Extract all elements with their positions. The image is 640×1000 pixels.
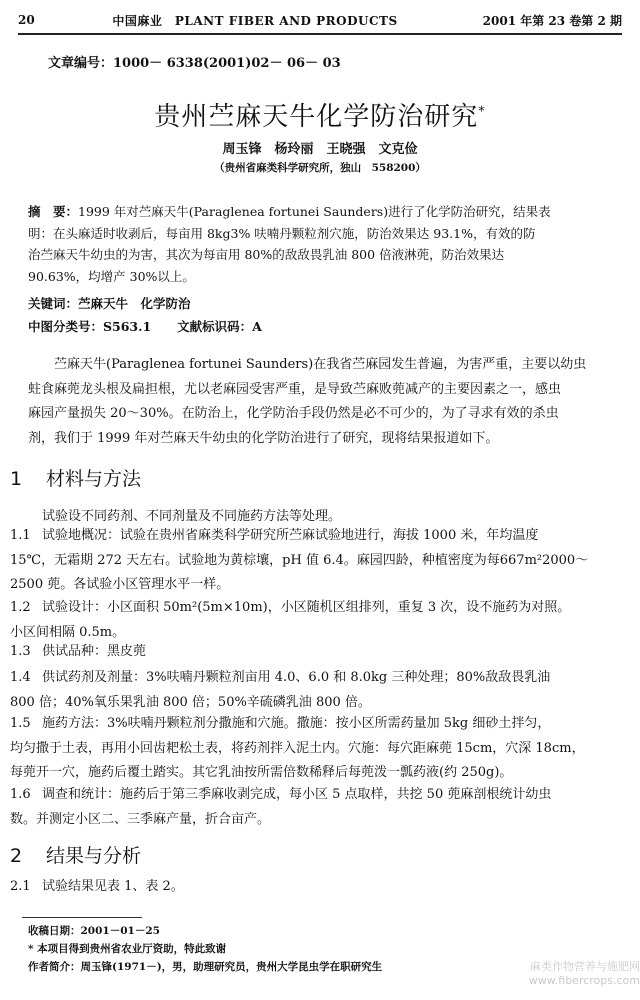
subsection-line: 试验地概况：试验在贵州省麻类科学研究所苎麻试验地进行，海拔 1000 米，年均温度	[42, 528, 539, 543]
subsection-line: 供试品种：黑皮蔸	[42, 644, 147, 659]
subsection-line: 15℃，无霜期 272 天左右。试验地为黄棕壤，pH 值 6.4。麻园四龄，种植密度为每667m²2000～	[10, 552, 589, 568]
intro-line: 苎麻天牛(Paraglenea fortunei Saunders)在我省苎麻园发生普遍，为害严重，主要以幼虫	[28, 357, 587, 372]
section-number: 1	[10, 468, 23, 490]
subsection-line: 2500 蔸。各试验小区管理水平一样。	[10, 577, 230, 592]
section-heading-1	[10, 464, 141, 491]
subsection-line: 施药方法：3%呋喃丹颗粒剂分撒施和穴施。撒施：按小区所需药量加 5kg 细砂土拌匀，	[42, 716, 551, 731]
subsection-line: 试验设计：小区面积 50m²(5m×10m)，小区随机区组排列，重复 3 次，设不施药为对照。	[42, 600, 571, 615]
section-lead: 试验设不同药剂、不同剂量及不同施药方法等处理。	[42, 509, 342, 524]
subsection-1-2	[10, 596, 616, 645]
subsection-line: 800 倍；40%氧乐果乳油 800 倍；50%辛硫磷乳油 800 倍。	[10, 694, 371, 710]
subsection-line: 每蔸开一穴，施药后覆土踏实。其它乳油按所需倍数稀释后每蔸泼一瓢药液(约 250g)。	[10, 765, 513, 780]
document-code: 文献标识码：A	[177, 319, 262, 334]
subsection-line: 供试药剂及剂量：3%呋喃丹颗粒剂亩用 4.0、6.0 和 8.0kg 三种处理；80%敌敌畏乳油	[42, 670, 551, 685]
subsection-1-6	[10, 783, 616, 832]
subsection-number: 1.2	[10, 600, 31, 615]
subsection-line: 数。并测定小区二、三季麻产量，折合亩产。	[10, 811, 271, 827]
subsection-1-5	[10, 712, 616, 786]
introduction	[28, 353, 612, 451]
affiliation: （贵州省麻类科学研究所，独山 558200）	[214, 162, 426, 174]
subsection-line: 小区间相隔 0.5m。	[10, 624, 126, 640]
watermark: 麻类作物营养与施肥网 www.fibercrops.com	[528, 960, 640, 987]
subsection-number: 1.3	[10, 644, 31, 659]
footnote-rule	[22, 917, 142, 918]
subsection-2-1	[10, 875, 616, 900]
keywords: 关键词：苎麻天牛 化学防治	[28, 296, 191, 311]
running-header	[18, 10, 622, 30]
intro-line: 蛀食麻蔸龙头根及扁担根，尤以老麻园受害严重，是导致苎麻败蔸减产的主要因素之一，感虫	[28, 381, 562, 397]
intro-line: 剂，我们于 1999 年对苎麻天牛幼虫的化学防治进行了研究，现将结果报道如下。	[28, 430, 499, 446]
paper-title-text: 贵州苎麻天牛化学防治研究	[154, 102, 479, 132]
abstract-line: 1999 年对苎麻天牛(Paraglenea fortunei Saunders)进行了化学防治研究，结果表	[78, 204, 551, 219]
subsection-line: 试验结果见表 1、表 2。	[42, 879, 184, 894]
section-title: 结果与分析	[46, 845, 142, 867]
author-bio: 作者简介：周玉锋(1971－)，男，助理研究员，贵州大学昆虫学在职研究生	[28, 961, 383, 973]
section-heading-2	[10, 841, 141, 868]
header-rule	[18, 33, 622, 35]
received-date: 收稿日期：2001－01－25	[28, 925, 160, 937]
abstract-line: 明：在头麻适时收剥后，每亩用 8kg3% 呋喃丹颗粒剂穴施，防治效果达 93.1%，有效的防	[28, 225, 536, 241]
page-number: 20	[18, 13, 35, 27]
paper-title	[0, 96, 640, 133]
subsection-number: 1.5	[10, 716, 31, 731]
section-number: 2	[10, 845, 23, 867]
subsection-line: 调查和统计：施药后于第三季麻收剥完成，每小区 5 点取样，共挖 50 蔸麻剖根统计幼虫	[42, 787, 552, 802]
subsection-1-4	[10, 666, 616, 715]
funding-note: * 本项目得到贵州省农业厅资助，特此致谢	[28, 943, 227, 955]
article-number: 文章编号：1000－ 6338(2001)02－ 06－ 03	[48, 56, 341, 71]
title-footnote-mark: *	[478, 104, 486, 120]
subsection-number: 1.4	[10, 670, 31, 685]
authors: 周玉锋 杨玲丽 王晓强 文克俭	[222, 142, 418, 157]
subsection-1-3	[10, 640, 616, 665]
classification	[28, 317, 288, 335]
intro-line: 麻园产量损失 20～30%。在防治上，化学防治手段仍然是必不可少的，为了寻求有效的杀虫	[28, 406, 559, 421]
clc-number: 中图分类号：S563.1	[28, 319, 152, 334]
abstract-line: 90.63%，均增产 30%以上。	[28, 268, 195, 284]
subsection-number: 1.1	[10, 528, 31, 543]
abstract-label: 摘 要：	[28, 204, 79, 219]
subsection-line: 均匀撒于土表，再用小回齿耙松土表，将药剂拌入泥土内。穴施：每穴距麻蔸 15cm，穴深 18cm，	[10, 740, 585, 756]
subsection-number: 1.6	[10, 787, 31, 802]
abstract-line: 治苎麻天牛幼虫的为害，其次为每亩用 80%的敌敌畏乳油 800 倍液淋蔸，防治效果达	[28, 247, 505, 262]
subsection-1-1	[10, 524, 616, 598]
abstract	[28, 201, 612, 287]
issue-info: 2001 年第 23 卷第 2 期	[482, 13, 622, 28]
journal-name: 中国麻业 PLANT FIBER AND PRODUCTS	[112, 13, 398, 28]
section-title: 材料与方法	[46, 468, 142, 490]
subsection-number: 2.1	[10, 879, 31, 894]
